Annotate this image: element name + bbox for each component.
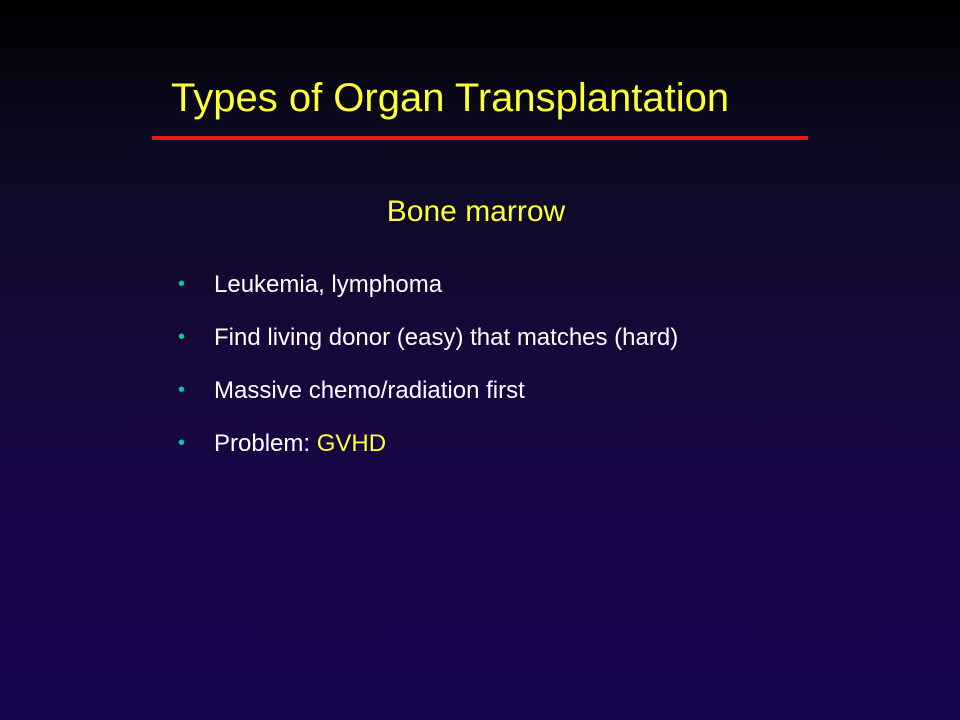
bullet-text: Find living donor (easy) that matches (hard) xyxy=(214,324,679,351)
title-underline xyxy=(152,136,808,140)
bullet-marker: • xyxy=(178,273,186,295)
bullet-marker: • xyxy=(178,432,186,454)
bullet-item xyxy=(178,427,678,480)
slide-subtitle: Bone marrow xyxy=(386,195,566,228)
bullet-text-container xyxy=(214,427,386,461)
highlight-term: GVHD xyxy=(316,430,387,457)
bullet-text: Massive chemo/radiation first xyxy=(214,377,525,404)
bullet-item xyxy=(178,268,678,321)
slide-title: Types of Organ Transplantation xyxy=(171,76,730,120)
bullet-item xyxy=(178,321,678,374)
bullet-marker: • xyxy=(178,326,186,348)
bullet-marker: • xyxy=(178,379,186,401)
bullet-text: Leukemia, lymphoma xyxy=(214,271,443,298)
bullet-text: Problem: xyxy=(214,430,317,457)
bullet-list xyxy=(178,268,678,480)
bullet-item xyxy=(178,374,678,427)
